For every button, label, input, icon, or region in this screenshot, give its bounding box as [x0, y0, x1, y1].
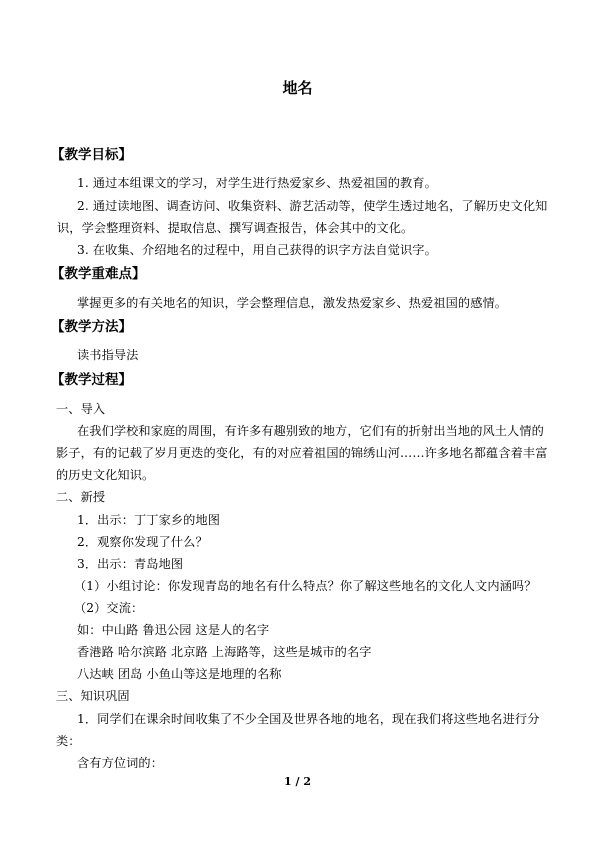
- process-step: 1．出示：丁丁家乡的地图: [77, 513, 221, 527]
- page-number: 1 / 2: [284, 775, 311, 788]
- process-step-continuation: 类：: [56, 734, 81, 748]
- key-points-text: 掌握更多的有关地名的知识，学会整理信息，激发热爱家乡、热爱祖国的感情。: [77, 296, 508, 310]
- process-example: 香港路 哈尔滨路 北京路 上海路等，这些是城市的名字: [77, 645, 372, 659]
- document-title: 地名: [282, 79, 313, 97]
- process-paragraph-line: 的历史文化知识。: [56, 468, 155, 482]
- process-subheading: 二、新授: [56, 490, 106, 504]
- section-heading-methods: 【教学方法】: [51, 319, 132, 335]
- process-example: 如：中山路 鲁迅公园 这是人的名字: [77, 623, 270, 637]
- goal-item: 2. 通过读地图、调查访问、收集资料、游艺活动等，使学生透过地名，了解历史文化知: [77, 199, 548, 213]
- process-step: 含有方位词的：: [77, 756, 164, 770]
- section-heading-key-points: 【教学重难点】: [51, 266, 146, 282]
- process-step: 2．观察你发现了什么？: [77, 535, 208, 549]
- process-substep: （1）小组讨论：你发现青岛的地名有什么特点？你了解这些地名的文化人文内涵吗？: [74, 579, 537, 593]
- process-paragraph-line: 影子，有的记载了岁月更迭的变化，有的对应着祖国的锦绣山河……许多地名都蕴含着丰富: [56, 446, 548, 460]
- methods-text: 读书指导法: [77, 348, 139, 362]
- process-step: 1．同学们在课余时间收集了不少全国及世界各地的地名，现在我们将这些地名进行分: [77, 712, 540, 726]
- section-heading-process: 【教学过程】: [51, 372, 132, 388]
- process-substep: （2）交流：: [74, 601, 144, 615]
- process-example: 八达峡 团岛 小鱼山等这是地理的名称: [77, 667, 282, 681]
- goal-item: 1. 通过本组课文的学习，对学生进行热爱家乡、热爱祖国的教育。: [77, 176, 437, 190]
- section-heading-goals: 【教学目标】: [51, 147, 132, 163]
- goal-item: 3. 在收集、介绍地名的过程中，用自己获得的识字方法自觉识字。: [77, 243, 437, 257]
- goal-item-continuation: 识，学会整理资料、提取信息、撰写调查报告，体会其中的文化。: [57, 221, 414, 235]
- process-subheading: 三、知识巩固: [56, 689, 130, 703]
- process-subheading: 一、导入: [56, 402, 106, 416]
- process-step: 3．出示：青岛地图: [77, 557, 184, 571]
- process-paragraph-line: 在我们学校和家庭的周围，有许多有趣别致的地方，它们有的折射出当地的风土人情的: [77, 424, 544, 438]
